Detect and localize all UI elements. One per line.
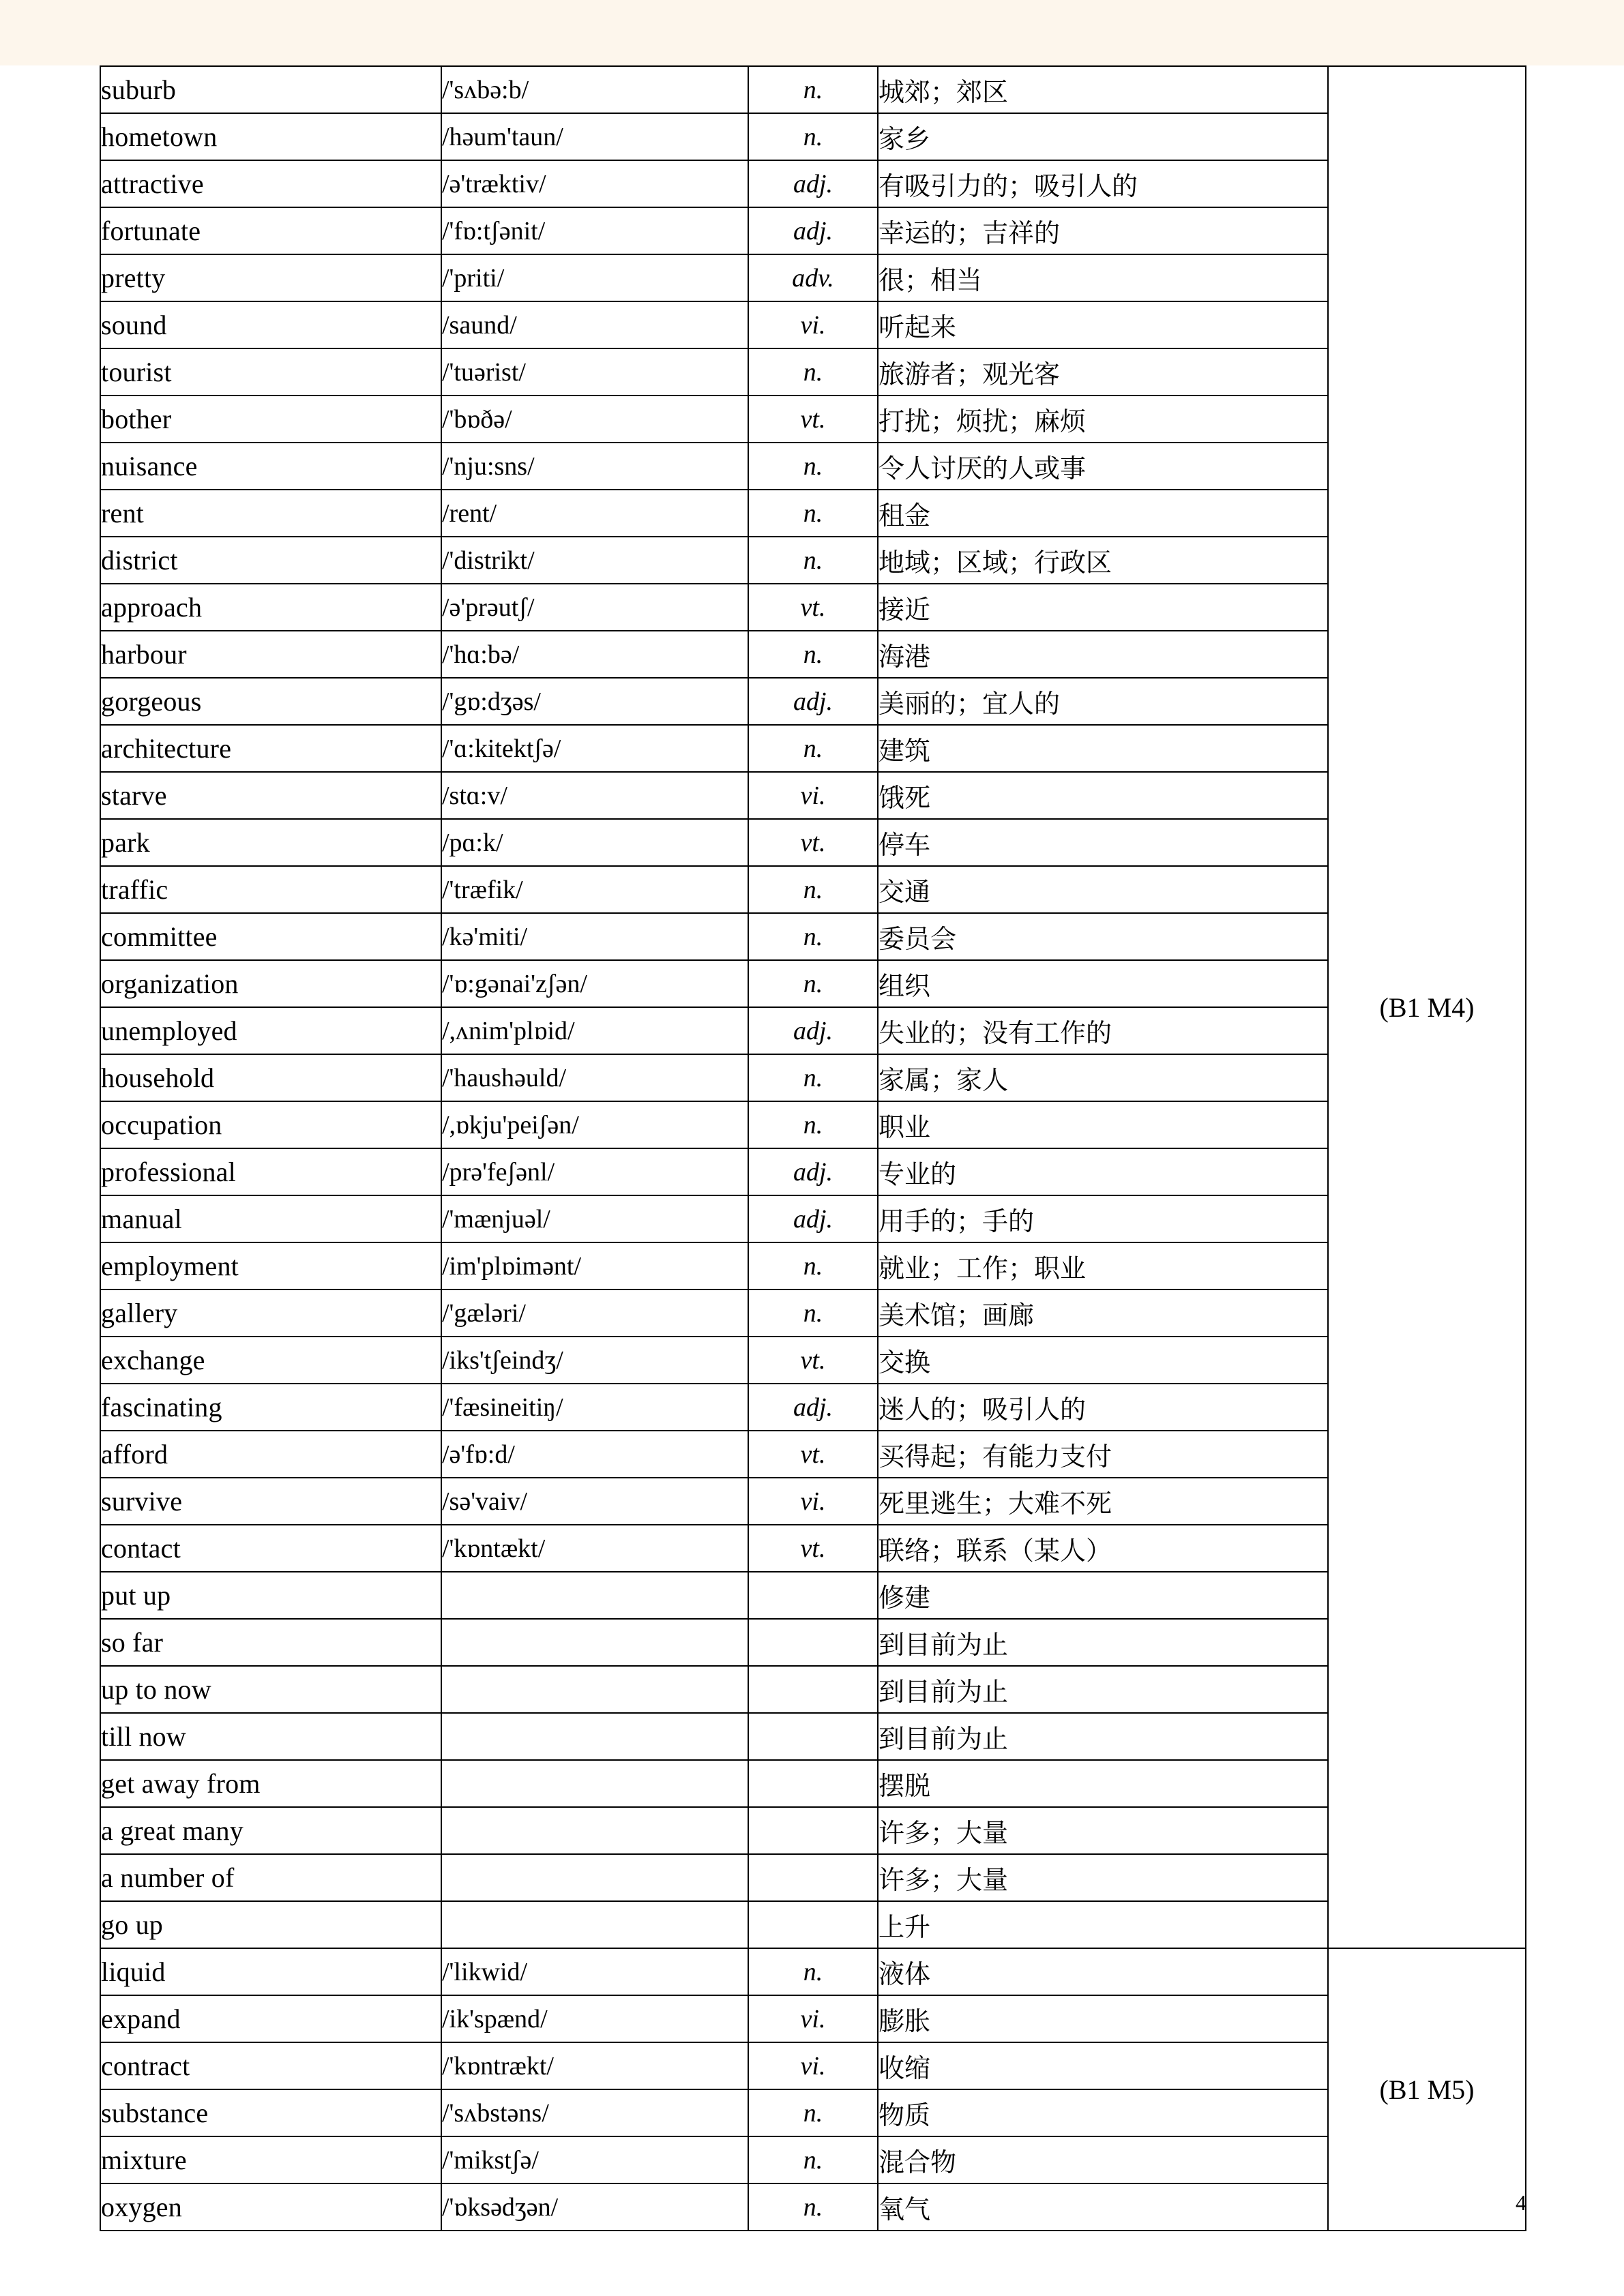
- word-cell: nuisance: [100, 443, 441, 490]
- part-of-speech-cell: n.: [748, 725, 878, 772]
- phonetic-cell: /ə'prəutʃ/: [441, 584, 748, 631]
- phonetic-cell: /sə'vaiv/: [441, 1478, 748, 1525]
- word-cell: contact: [100, 1525, 441, 1572]
- word-cell: organization: [100, 960, 441, 1007]
- table-row: [100, 537, 1526, 584]
- phonetic-cell: /rent/: [441, 490, 748, 537]
- meaning-cell: 收缩: [878, 2042, 1328, 2089]
- table-row: [100, 2089, 1526, 2136]
- table-row: [100, 1478, 1526, 1525]
- meaning-cell: 美术馆；画廊: [878, 1289, 1328, 1337]
- word-cell: put up: [100, 1572, 441, 1619]
- part-of-speech-cell: vi.: [748, 1995, 878, 2042]
- word-cell: attractive: [100, 160, 441, 207]
- table-row: [100, 1713, 1526, 1760]
- part-of-speech-cell: vt.: [748, 396, 878, 443]
- phonetic-cell: /ə'træktiv/: [441, 160, 748, 207]
- meaning-cell: 海港: [878, 631, 1328, 678]
- phonetic-cell: [441, 1854, 748, 1901]
- table-row: [100, 443, 1526, 490]
- meaning-cell: 家属；家人: [878, 1054, 1328, 1101]
- phonetic-cell: /'tuərist/: [441, 348, 748, 396]
- phonetic-cell: /'distrikt/: [441, 537, 748, 584]
- phonetic-cell: /kə'miti/: [441, 913, 748, 960]
- table-row: [100, 631, 1526, 678]
- part-of-speech-cell: adj.: [748, 1007, 878, 1054]
- meaning-cell: 联络；联系（某人）: [878, 1525, 1328, 1572]
- meaning-cell: 就业；工作；职业: [878, 1242, 1328, 1289]
- module-label-cell: (B1 M4): [1328, 66, 1526, 1948]
- phonetic-cell: /'fɒ:tʃənit/: [441, 207, 748, 254]
- part-of-speech-cell: vt.: [748, 1431, 878, 1478]
- meaning-cell: 液体: [878, 1948, 1328, 1995]
- table-row: [100, 1431, 1526, 1478]
- word-cell: expand: [100, 1995, 441, 2042]
- phonetic-cell: [441, 1760, 748, 1807]
- phonetic-cell: /'priti/: [441, 254, 748, 301]
- table-row: [100, 1948, 1526, 1995]
- part-of-speech-cell: vt.: [748, 1525, 878, 1572]
- table-row: [100, 1384, 1526, 1431]
- meaning-cell: 修建: [878, 1572, 1328, 1619]
- phonetic-cell: /pɑ:k/: [441, 819, 748, 866]
- phonetic-cell: /'sʌbstəns/: [441, 2089, 748, 2136]
- word-cell: go up: [100, 1901, 441, 1948]
- meaning-cell: 美丽的；宜人的: [878, 678, 1328, 725]
- word-cell: rent: [100, 490, 441, 537]
- part-of-speech-cell: n.: [748, 2089, 878, 2136]
- phonetic-cell: /'ɒ:gənai'zʃən/: [441, 960, 748, 1007]
- word-cell: afford: [100, 1431, 441, 1478]
- word-cell: survive: [100, 1478, 441, 1525]
- phonetic-cell: /,ʌnim'plɒid/: [441, 1007, 748, 1054]
- table-row: [100, 819, 1526, 866]
- page-top-band: [0, 0, 1624, 65]
- part-of-speech-cell: vi.: [748, 301, 878, 348]
- word-cell: a number of: [100, 1854, 441, 1901]
- part-of-speech-cell: adj.: [748, 1384, 878, 1431]
- phonetic-cell: /'mikstʃə/: [441, 2136, 748, 2183]
- meaning-cell: 迷人的；吸引人的: [878, 1384, 1328, 1431]
- table-row: [100, 207, 1526, 254]
- table-row: [100, 772, 1526, 819]
- word-cell: harbour: [100, 631, 441, 678]
- word-cell: fascinating: [100, 1384, 441, 1431]
- table-row: [100, 2183, 1526, 2231]
- table-row: [100, 1666, 1526, 1713]
- word-cell: unemployed: [100, 1007, 441, 1054]
- phonetic-cell: /'gæləri/: [441, 1289, 748, 1337]
- table-row: [100, 1195, 1526, 1242]
- meaning-cell: 令人讨厌的人或事: [878, 443, 1328, 490]
- part-of-speech-cell: [748, 1854, 878, 1901]
- phonetic-cell: /'nju:sns/: [441, 443, 748, 490]
- meaning-cell: 上升: [878, 1901, 1328, 1948]
- phonetic-cell: [441, 1713, 748, 1760]
- phonetic-cell: /im'plɒimənt/: [441, 1242, 748, 1289]
- table-row: [100, 113, 1526, 160]
- part-of-speech-cell: n.: [748, 2183, 878, 2231]
- meaning-cell: 交换: [878, 1337, 1328, 1384]
- word-cell: sound: [100, 301, 441, 348]
- meaning-cell: 委员会: [878, 913, 1328, 960]
- word-cell: employment: [100, 1242, 441, 1289]
- word-cell: contract: [100, 2042, 441, 2089]
- part-of-speech-cell: vt.: [748, 819, 878, 866]
- word-cell: household: [100, 1054, 441, 1101]
- part-of-speech-cell: n.: [748, 1948, 878, 1995]
- table-row: [100, 1148, 1526, 1195]
- phonetic-cell: /'kɒntækt/: [441, 1525, 748, 1572]
- table-row: [100, 725, 1526, 772]
- table-row: [100, 1007, 1526, 1054]
- phonetic-cell: /'sʌbə:b/: [441, 66, 748, 113]
- meaning-cell: 职业: [878, 1101, 1328, 1148]
- table-row: [100, 160, 1526, 207]
- meaning-cell: 组织: [878, 960, 1328, 1007]
- table-row: [100, 960, 1526, 1007]
- table-row: [100, 1525, 1526, 1572]
- word-cell: park: [100, 819, 441, 866]
- table-row: [100, 254, 1526, 301]
- meaning-cell: 用手的；手的: [878, 1195, 1328, 1242]
- table-row: [100, 348, 1526, 396]
- meaning-cell: 许多；大量: [878, 1854, 1328, 1901]
- word-cell: approach: [100, 584, 441, 631]
- part-of-speech-cell: n.: [748, 443, 878, 490]
- phonetic-cell: /həum'taun/: [441, 113, 748, 160]
- phonetic-cell: /'haushəuld/: [441, 1054, 748, 1101]
- phonetic-cell: /'bɒðə/: [441, 396, 748, 443]
- table-row: [100, 396, 1526, 443]
- table-row: [100, 1760, 1526, 1807]
- phonetic-cell: /,ɒkju'peiʃən/: [441, 1101, 748, 1148]
- meaning-cell: 旅游者；观光客: [878, 348, 1328, 396]
- table-row: [100, 2042, 1526, 2089]
- meaning-cell: 很；相当: [878, 254, 1328, 301]
- word-cell: so far: [100, 1619, 441, 1666]
- phonetic-cell: /'ɑ:kitektʃə/: [441, 725, 748, 772]
- table-row: [100, 66, 1526, 113]
- word-cell: traffic: [100, 866, 441, 913]
- part-of-speech-cell: [748, 1619, 878, 1666]
- table-row: [100, 1854, 1526, 1901]
- word-cell: up to now: [100, 1666, 441, 1713]
- part-of-speech-cell: n.: [748, 913, 878, 960]
- part-of-speech-cell: [748, 1666, 878, 1713]
- phonetic-cell: /iks'tʃeindʒ/: [441, 1337, 748, 1384]
- vocabulary-table: [100, 65, 1526, 2231]
- part-of-speech-cell: vt.: [748, 584, 878, 631]
- meaning-cell: 死里逃生；大难不死: [878, 1478, 1328, 1525]
- meaning-cell: 幸运的；吉祥的: [878, 207, 1328, 254]
- table-row: [100, 1995, 1526, 2042]
- table-row: [100, 678, 1526, 725]
- phonetic-cell: /stɑ:v/: [441, 772, 748, 819]
- phonetic-cell: [441, 1572, 748, 1619]
- part-of-speech-cell: adj.: [748, 207, 878, 254]
- meaning-cell: 租金: [878, 490, 1328, 537]
- word-cell: district: [100, 537, 441, 584]
- part-of-speech-cell: adj.: [748, 1195, 878, 1242]
- phonetic-cell: [441, 1807, 748, 1854]
- part-of-speech-cell: vt.: [748, 1337, 878, 1384]
- part-of-speech-cell: n.: [748, 2136, 878, 2183]
- phonetic-cell: /ə'fɒ:d/: [441, 1431, 748, 1478]
- part-of-speech-cell: n.: [748, 1054, 878, 1101]
- word-cell: suburb: [100, 66, 441, 113]
- meaning-cell: 停车: [878, 819, 1328, 866]
- part-of-speech-cell: n.: [748, 537, 878, 584]
- phonetic-cell: /'ɒksədʒən/: [441, 2183, 748, 2231]
- word-cell: substance: [100, 2089, 441, 2136]
- meaning-cell: 许多；大量: [878, 1807, 1328, 1854]
- part-of-speech-cell: n.: [748, 490, 878, 537]
- meaning-cell: 地域；区域；行政区: [878, 537, 1328, 584]
- phonetic-cell: [441, 1901, 748, 1948]
- word-cell: gallery: [100, 1289, 441, 1337]
- meaning-cell: 膨胀: [878, 1995, 1328, 2042]
- table-row: [100, 866, 1526, 913]
- table-row: [100, 1807, 1526, 1854]
- meaning-cell: 摆脱: [878, 1760, 1328, 1807]
- part-of-speech-cell: n.: [748, 1289, 878, 1337]
- part-of-speech-cell: n.: [748, 960, 878, 1007]
- word-cell: pretty: [100, 254, 441, 301]
- meaning-cell: 家乡: [878, 113, 1328, 160]
- phonetic-cell: /'likwid/: [441, 1948, 748, 1995]
- phonetic-cell: [441, 1619, 748, 1666]
- part-of-speech-cell: [748, 1760, 878, 1807]
- part-of-speech-cell: n.: [748, 866, 878, 913]
- phonetic-cell: [441, 1666, 748, 1713]
- meaning-cell: 听起来: [878, 301, 1328, 348]
- meaning-cell: 打扰；烦扰；麻烦: [878, 396, 1328, 443]
- word-cell: oxygen: [100, 2183, 441, 2231]
- meaning-cell: 物质: [878, 2089, 1328, 2136]
- table-row: [100, 1337, 1526, 1384]
- phonetic-cell: /prə'feʃənl/: [441, 1148, 748, 1195]
- vocabulary-sheet: [100, 65, 1525, 2231]
- word-cell: fortunate: [100, 207, 441, 254]
- table-row: [100, 1572, 1526, 1619]
- meaning-cell: 混合物: [878, 2136, 1328, 2183]
- word-cell: manual: [100, 1195, 441, 1242]
- word-cell: mixture: [100, 2136, 441, 2183]
- part-of-speech-cell: adj.: [748, 1148, 878, 1195]
- table-row: [100, 301, 1526, 348]
- word-cell: occupation: [100, 1101, 441, 1148]
- word-cell: a great many: [100, 1807, 441, 1854]
- table-row: [100, 1901, 1526, 1948]
- table-row: [100, 1619, 1526, 1666]
- phonetic-cell: /saund/: [441, 301, 748, 348]
- module-label-cell: (B1 M5): [1328, 1948, 1526, 2231]
- meaning-cell: 专业的: [878, 1148, 1328, 1195]
- word-cell: starve: [100, 772, 441, 819]
- part-of-speech-cell: n.: [748, 113, 878, 160]
- part-of-speech-cell: [748, 1807, 878, 1854]
- word-cell: till now: [100, 1713, 441, 1760]
- phonetic-cell: /'mænjuəl/: [441, 1195, 748, 1242]
- word-cell: get away from: [100, 1760, 441, 1807]
- meaning-cell: 失业的；没有工作的: [878, 1007, 1328, 1054]
- meaning-cell: 交通: [878, 866, 1328, 913]
- part-of-speech-cell: [748, 1713, 878, 1760]
- part-of-speech-cell: n.: [748, 66, 878, 113]
- meaning-cell: 氧气: [878, 2183, 1328, 2231]
- part-of-speech-cell: adj.: [748, 160, 878, 207]
- meaning-cell: 买得起；有能力支付: [878, 1431, 1328, 1478]
- table-row: [100, 490, 1526, 537]
- part-of-speech-cell: n.: [748, 348, 878, 396]
- word-cell: professional: [100, 1148, 441, 1195]
- part-of-speech-cell: n.: [748, 631, 878, 678]
- phonetic-cell: /'fæsineitiŋ/: [441, 1384, 748, 1431]
- word-cell: hometown: [100, 113, 441, 160]
- word-cell: bother: [100, 396, 441, 443]
- part-of-speech-cell: [748, 1572, 878, 1619]
- meaning-cell: 到目前为止: [878, 1619, 1328, 1666]
- table-row: [100, 1242, 1526, 1289]
- meaning-cell: 到目前为止: [878, 1666, 1328, 1713]
- part-of-speech-cell: adj.: [748, 678, 878, 725]
- word-cell: committee: [100, 913, 441, 960]
- table-row: [100, 1289, 1526, 1337]
- table-row: [100, 584, 1526, 631]
- part-of-speech-cell: n.: [748, 1101, 878, 1148]
- part-of-speech-cell: vi.: [748, 772, 878, 819]
- table-row: [100, 2136, 1526, 2183]
- table-row: [100, 1054, 1526, 1101]
- table-row: [100, 1101, 1526, 1148]
- phonetic-cell: /'hɑ:bə/: [441, 631, 748, 678]
- meaning-cell: 城郊；郊区: [878, 66, 1328, 113]
- phonetic-cell: /'kɒntrækt/: [441, 2042, 748, 2089]
- phonetic-cell: /'træfik/: [441, 866, 748, 913]
- table-row: [100, 913, 1526, 960]
- part-of-speech-cell: vi.: [748, 2042, 878, 2089]
- part-of-speech-cell: vi.: [748, 1478, 878, 1525]
- part-of-speech-cell: n.: [748, 1242, 878, 1289]
- word-cell: liquid: [100, 1948, 441, 1995]
- word-cell: exchange: [100, 1337, 441, 1384]
- part-of-speech-cell: [748, 1901, 878, 1948]
- phonetic-cell: /'gɒ:dʒəs/: [441, 678, 748, 725]
- meaning-cell: 建筑: [878, 725, 1328, 772]
- meaning-cell: 到目前为止: [878, 1713, 1328, 1760]
- word-cell: gorgeous: [100, 678, 441, 725]
- phonetic-cell: /ik'spænd/: [441, 1995, 748, 2042]
- word-cell: architecture: [100, 725, 441, 772]
- word-cell: tourist: [100, 348, 441, 396]
- meaning-cell: 接近: [878, 584, 1328, 631]
- meaning-cell: 饿死: [878, 772, 1328, 819]
- page-number: 4: [1516, 2190, 1526, 2215]
- part-of-speech-cell: adv.: [748, 254, 878, 301]
- meaning-cell: 有吸引力的；吸引人的: [878, 160, 1328, 207]
